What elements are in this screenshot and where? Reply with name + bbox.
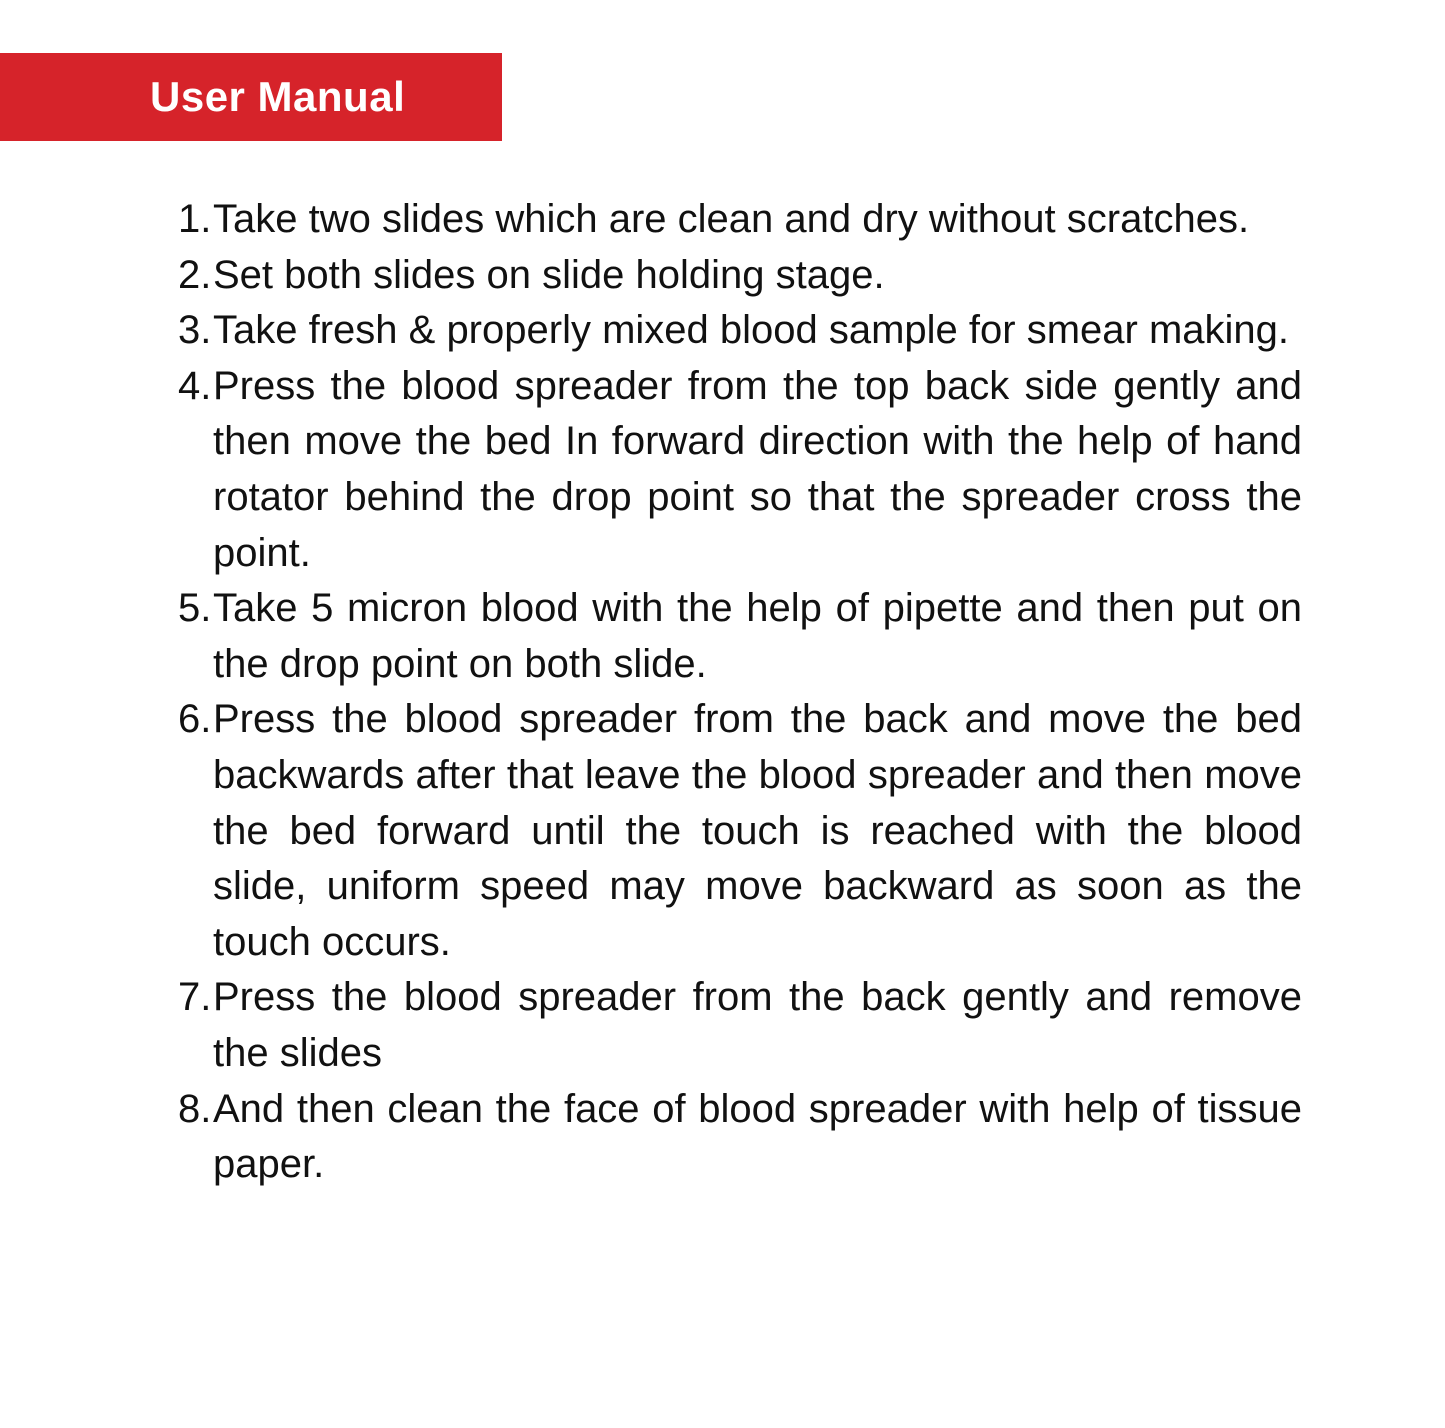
instruction-item [178, 970, 1302, 1081]
instruction-text: Take 5 micron blood with the help of pipette and then put on the drop point on both slide. [213, 586, 1302, 686]
instruction-number: 5. [178, 586, 212, 631]
instruction-number: 4. [178, 363, 212, 408]
instruction-text: Press the blood spreader from the back gently and remove the slides [213, 975, 1302, 1075]
instruction-item [178, 303, 1302, 359]
instruction-item [178, 581, 1302, 692]
instruction-text: Press the blood spreader from the top back side gently and then move the bed In forward direction with the help of hand rotator behind the drop point so that the spreader cross the point. [213, 363, 1302, 575]
page-title: User Manual [150, 73, 406, 120]
instruction-item [178, 1082, 1302, 1193]
instruction-text: Press the blood spreader from the back and move the bed backwards after that leave the blood spreader and then move the bed forward until the touch is reached with the blood slide, uniform speed may move backward as soon as the touch occurs. [213, 697, 1302, 964]
instruction-item [178, 359, 1302, 581]
instruction-item [178, 248, 1302, 304]
instruction-number: 6. [178, 697, 212, 742]
instruction-number: 2. [178, 252, 212, 297]
instruction-text: Take fresh & properly mixed blood sample for smear making. [213, 308, 1290, 353]
instruction-text: Take two slides which are clean and dry without scratches. [213, 197, 1250, 241]
instruction-number: 3. [178, 308, 212, 353]
instruction-number: 8. [178, 1086, 212, 1131]
instruction-number: 7. [178, 975, 212, 1020]
title-banner [0, 53, 502, 141]
instruction-number: 1. [178, 197, 212, 241]
instruction-text: And then clean the face of blood spreader with help of tissue paper. [213, 1086, 1302, 1187]
instruction-item [178, 192, 1302, 248]
instruction-item [178, 692, 1302, 970]
instruction-list [178, 192, 1302, 1193]
instruction-text: Set both slides on slide holding stage. [213, 252, 885, 297]
